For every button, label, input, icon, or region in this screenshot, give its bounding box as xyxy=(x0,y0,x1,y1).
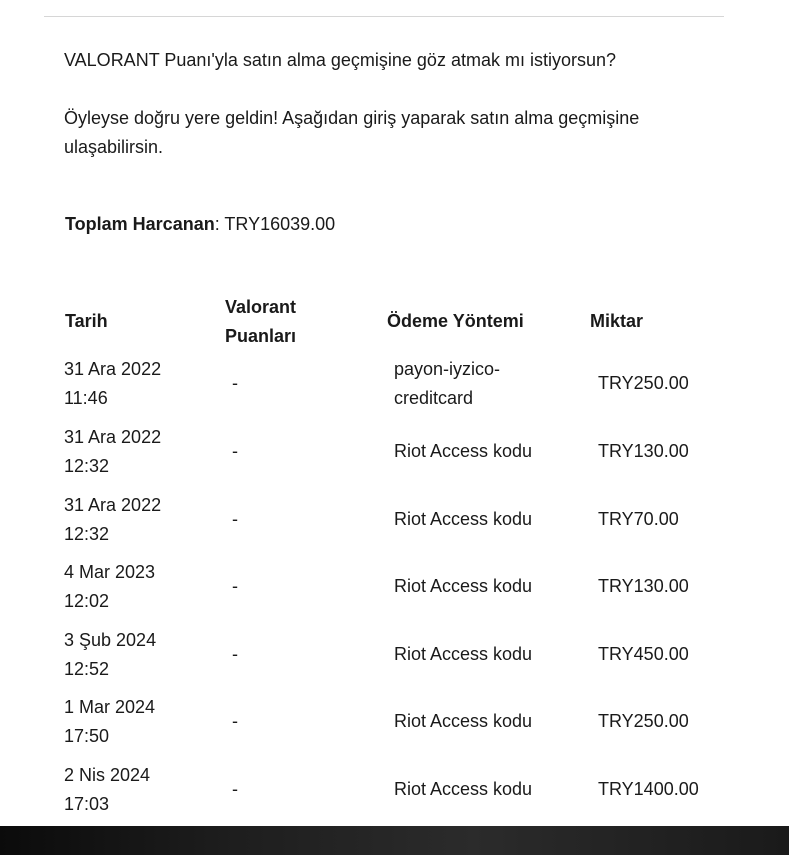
table-row xyxy=(0,355,789,423)
row-payment-method: Riot Access kodu xyxy=(394,509,533,529)
row-date: 1 Mar 2024 17:50 xyxy=(64,697,156,746)
row-payment-method: payon-iyzico-creditcard xyxy=(394,359,501,408)
total-spent-value: TRY16039.00 xyxy=(224,214,336,234)
row-valorant-points: - xyxy=(232,441,238,461)
total-spent-separator: : xyxy=(214,214,225,234)
table-row xyxy=(0,761,789,829)
bottom-bar xyxy=(0,826,789,855)
row-date: 2 Nis 2024 17:03 xyxy=(64,765,151,814)
row-date: 31 Ara 2022 12:32 xyxy=(64,427,162,476)
row-amount: TRY1400.00 xyxy=(598,779,699,799)
row-payment-method: Riot Access kodu xyxy=(394,711,533,731)
header-date: Tarih xyxy=(65,311,108,331)
row-payment-method: Riot Access kodu xyxy=(394,576,533,596)
row-amount: TRY450.00 xyxy=(598,644,689,664)
row-date: 4 Mar 2023 12:02 xyxy=(64,562,156,611)
row-payment-method: Riot Access kodu xyxy=(394,441,533,461)
row-valorant-points: - xyxy=(232,779,238,799)
row-valorant-points: - xyxy=(232,644,238,664)
total-spent-label: Toplam Harcanan xyxy=(65,214,215,234)
divider xyxy=(44,16,724,17)
row-date: 3 Şub 2024 12:52 xyxy=(64,630,157,679)
table-row xyxy=(0,558,789,626)
row-payment-method: Riot Access kodu xyxy=(394,644,533,664)
header-payment-method: Ödeme Yöntemi xyxy=(387,311,524,331)
row-amount: TRY70.00 xyxy=(598,509,679,529)
header-valorant-points: Valorant Puanları xyxy=(225,297,297,346)
intro-answer: Öyleyse doğru yere geldin! Aşağıdan giriş yaparak satın alma geçmişine ulaşabilirsin. xyxy=(64,108,640,157)
row-amount: TRY130.00 xyxy=(598,576,689,596)
table-row xyxy=(0,693,789,761)
table-row xyxy=(0,423,789,491)
table-row xyxy=(0,626,789,694)
row-amount: TRY250.00 xyxy=(598,373,689,393)
total-spent xyxy=(65,210,335,239)
row-valorant-points: - xyxy=(232,576,238,596)
row-date: 31 Ara 2022 11:46 xyxy=(64,359,162,408)
row-payment-method: Riot Access kodu xyxy=(394,779,533,799)
row-amount: TRY130.00 xyxy=(598,441,689,461)
row-valorant-points: - xyxy=(232,373,238,393)
header-amount: Miktar xyxy=(590,311,644,331)
intro-question: VALORANT Puanı'yla satın alma geçmişine göz atmak mı istiyorsun? xyxy=(64,50,616,70)
row-valorant-points: - xyxy=(232,509,238,529)
table-row xyxy=(0,491,789,559)
row-amount: TRY250.00 xyxy=(598,711,689,731)
row-date: 31 Ara 2022 12:32 xyxy=(64,495,162,544)
row-valorant-points: - xyxy=(232,711,238,731)
